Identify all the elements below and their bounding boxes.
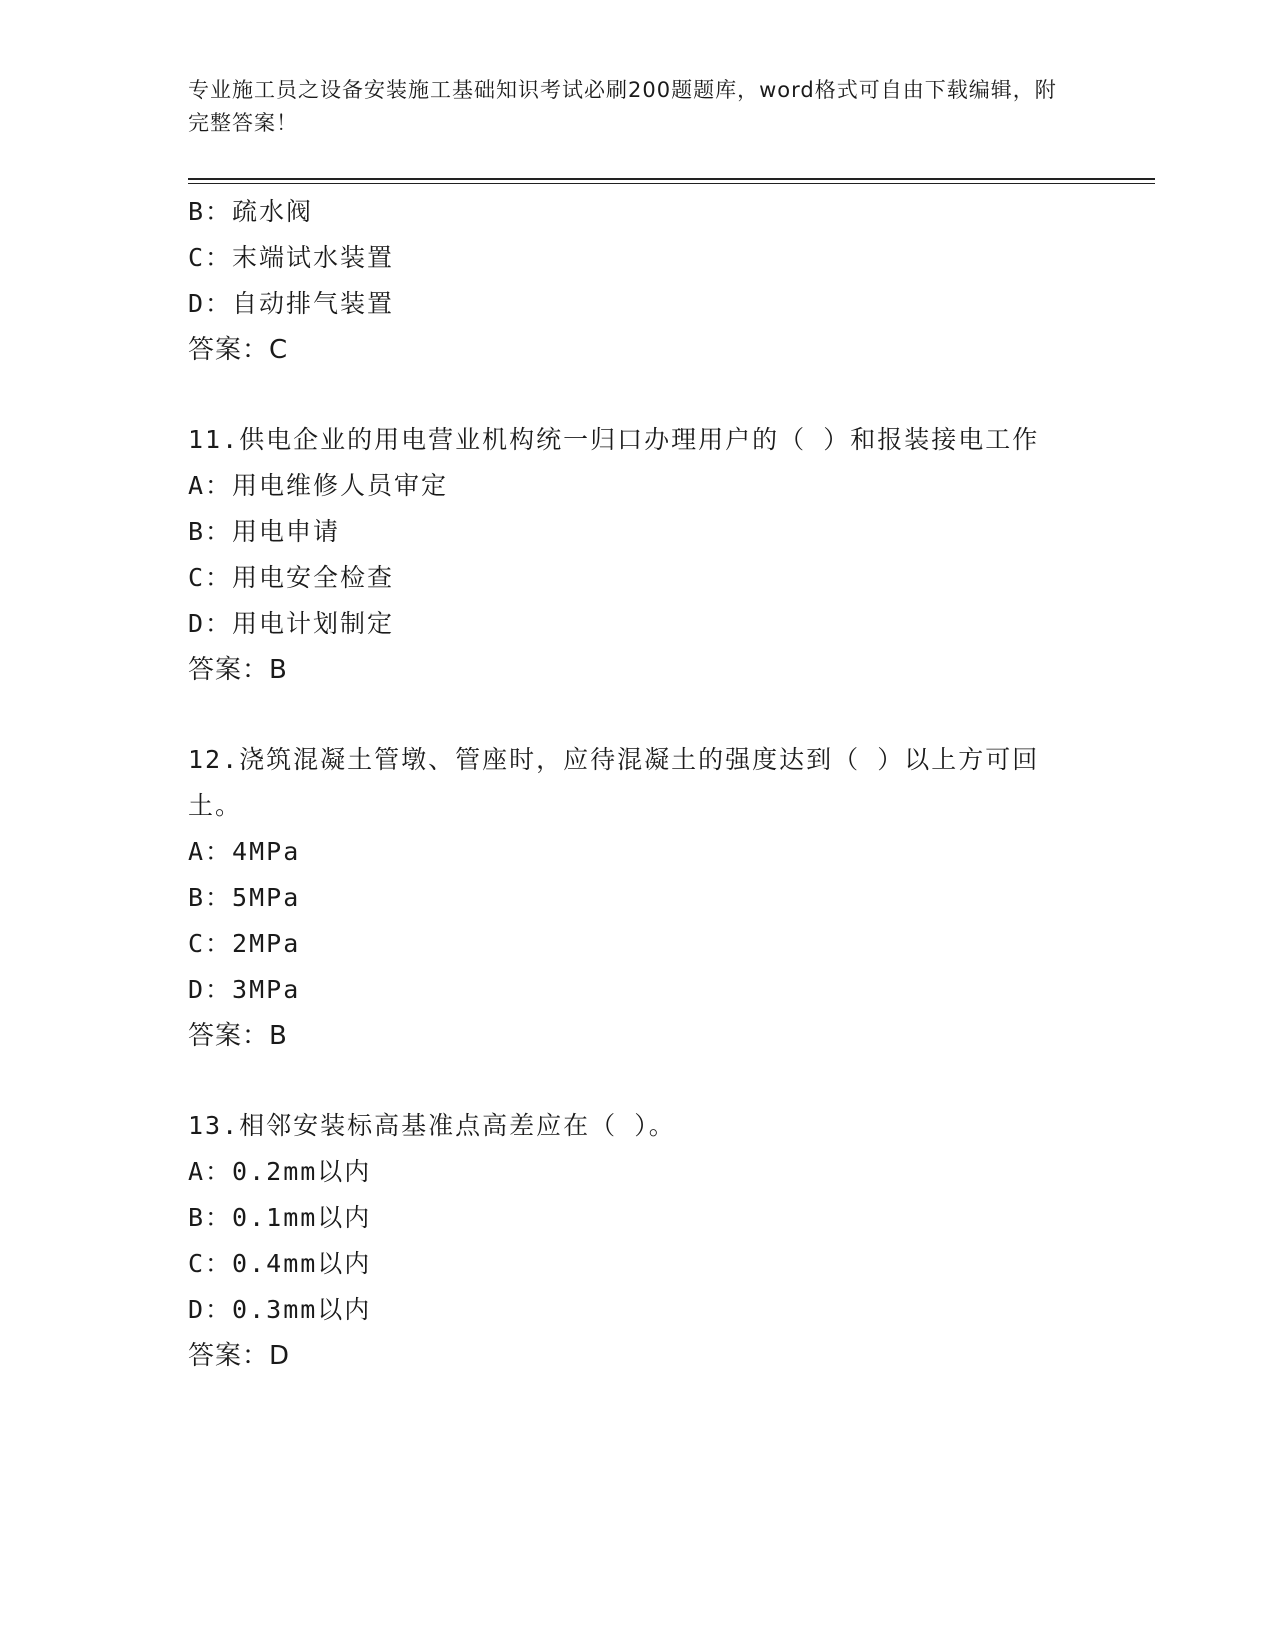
spacer: [188, 693, 1068, 737]
question-stem: 13.相邻安装标高基准点高差应在（ ）。: [188, 1111, 676, 1140]
option-c: C：2MPa: [188, 929, 301, 958]
option-d: D：3MPa: [188, 975, 301, 1004]
spacer: [188, 1059, 1068, 1103]
question-13: [188, 1103, 1068, 1379]
option-a: A：0.2mm以内: [188, 1157, 372, 1186]
option-c: C：0.4mm以内: [188, 1249, 372, 1278]
answer: 答案：B: [188, 1021, 288, 1051]
option-b: B：5MPa: [188, 883, 301, 912]
question-stem: 12.浇筑混凝土管墩、管座时，应待混凝土的强度达到（ ）以上方可回土。: [188, 745, 1040, 820]
option-d: D：自动排气装置: [188, 289, 395, 318]
option-b: B：用电申请: [188, 517, 341, 546]
question-fragment: [188, 189, 1068, 373]
option-a: A：用电维修人员审定: [188, 471, 449, 500]
question-stem: 11.供电企业的用电营业机构统一归口办理用户的（ ）和报装接电工作: [188, 425, 1040, 454]
option-d: D：0.3mm以内: [188, 1295, 372, 1324]
question-11: [188, 417, 1068, 693]
answer: 答案：C: [188, 335, 289, 365]
option-d: D：用电计划制定: [188, 609, 395, 638]
option-a: A：4MPa: [188, 837, 301, 866]
header-divider-thin: [188, 183, 1155, 184]
answer: 答案：B: [188, 655, 288, 685]
question-list: [188, 189, 1068, 1379]
option-b: B：疏水阀: [188, 197, 314, 226]
option-c: C：用电安全检查: [188, 563, 395, 592]
question-12: [188, 737, 1068, 1059]
spacer: [188, 373, 1068, 417]
header-divider-thick: [188, 178, 1155, 180]
document-title: 专业施工员之设备安装施工基础知识考试必刷200题题库，word格式可自由下载编辑，附完整答案！: [188, 78, 1057, 135]
option-b: B：0.1mm以内: [188, 1203, 372, 1232]
answer: 答案：D: [188, 1341, 291, 1371]
option-c: C：末端试水装置: [188, 243, 395, 272]
